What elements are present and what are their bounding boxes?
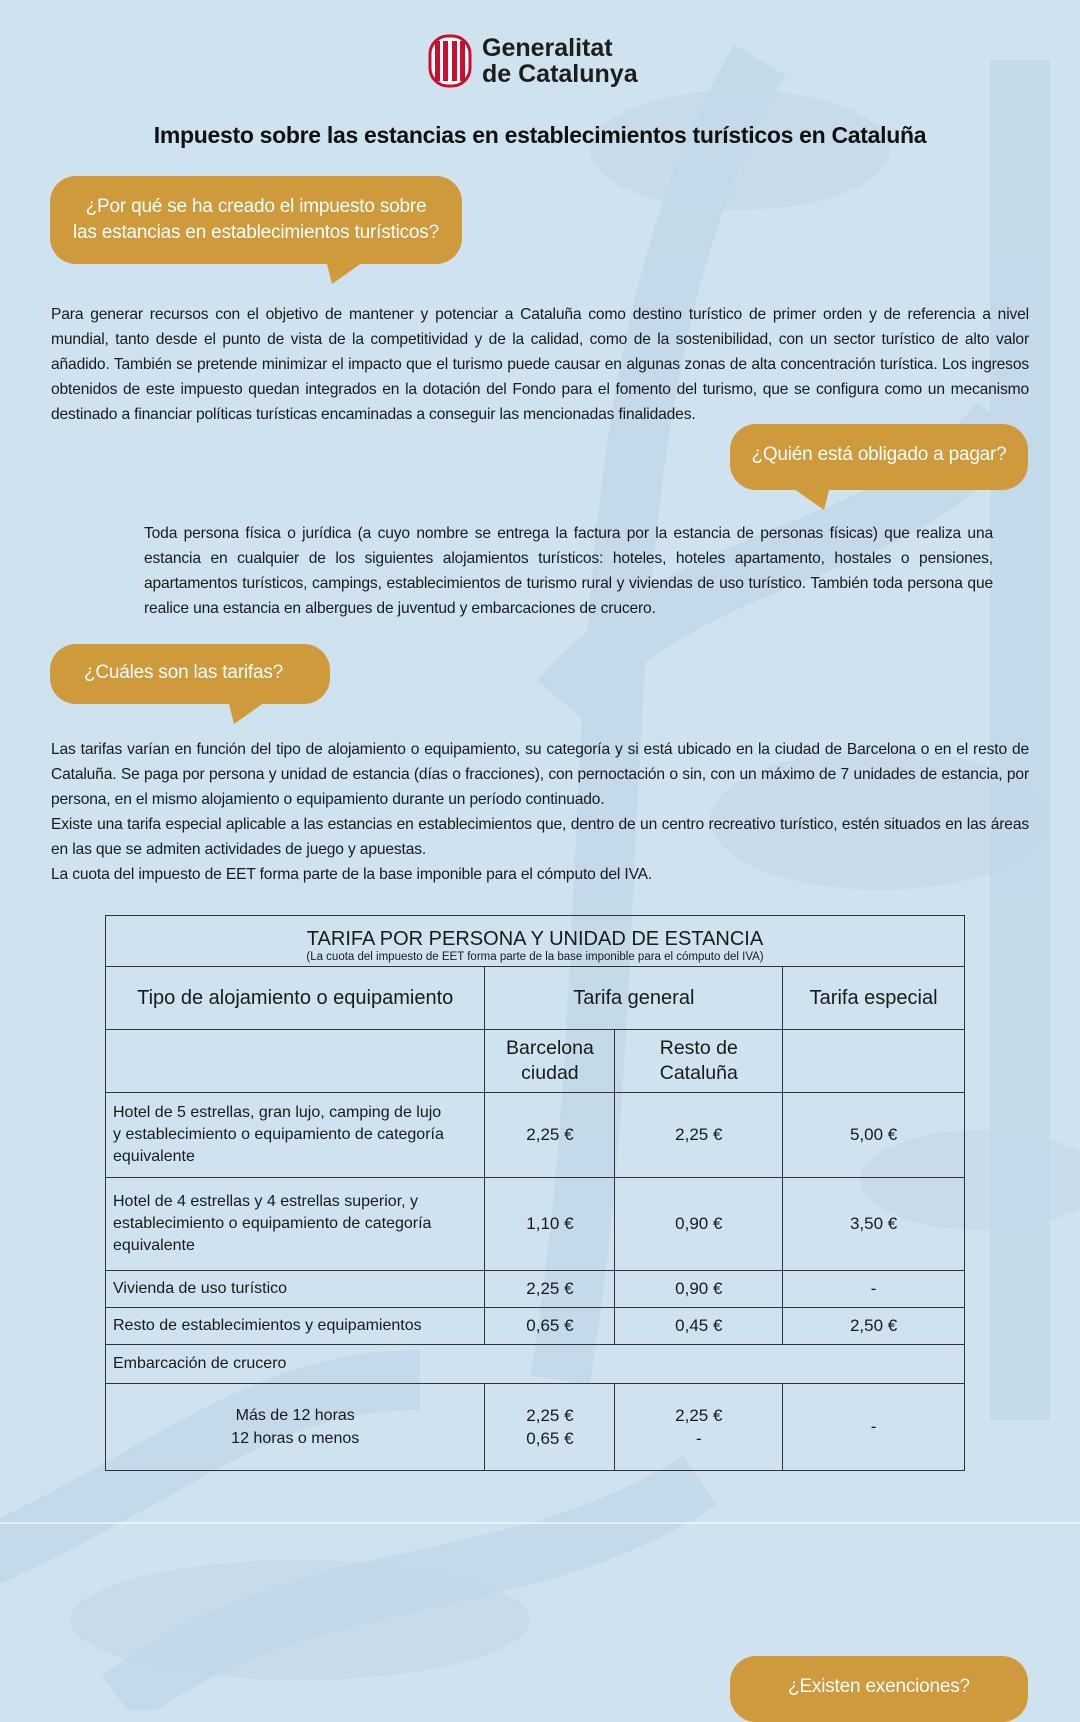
table-row-cruise-header xyxy=(106,1345,965,1384)
table-title-row xyxy=(106,916,965,967)
answer-who: Toda persona física o jurídica (a cuyo nombre se entrega la factura por la estancia de personas físicas) que realiza una estancia en cualquier de los siguientes alojamientos turísticos: hoteles, hoteles apartamento, hostales o pensiones, apartamentos turísticos, campings, establecimientos de turismo rural y viviendas de uso turístico. También toda persona que realice una estancia en albergues de juventud y embarcaciones de crucero. xyxy=(144,525,993,617)
rates-paragraph-3: La cuota del impuesto de EET forma parte de la base imponible para el cómputo del IVA. xyxy=(51,866,653,883)
row-label: Hotel de 5 estrellas, gran lujo, camping de lujo y establecimiento o equipamiento de categoría equivalente xyxy=(106,1093,485,1178)
question-bubble-why xyxy=(50,176,462,264)
cruise-durations: Más de 12 horas 12 horas o menos xyxy=(106,1384,485,1471)
question-why-line-2: las estancias en establecimientos turísticos? xyxy=(73,222,439,243)
table-row xyxy=(106,1271,965,1308)
table-title: TARIFA POR PERSONA Y UNIDAD DE ESTANCIA xyxy=(306,928,764,950)
cruise-rate-barcelona: 2,25 € 0,65 € xyxy=(485,1384,615,1471)
question-why-line-1: ¿Por qué se ha creado el impuesto sobre xyxy=(85,196,427,217)
rates-paragraph-2: Existe una tarifa especial aplicable a las estancias en establecimientos que, dentro de un centro recreativo turístico, estén situados en las áreas en las que se admiten actividades de juego y apuestas. xyxy=(51,816,1029,858)
answer-why: Para generar recursos con el objetivo de mantener y potenciar a Cataluña como destino turístico de primer orden y de referencia a nivel mundial, tanto desde el punto de vista de la competitividad y de la calidad, como de la sostenibilidad, con un sector turístico de alto valor añadido. También se pretende minimizar el impacto que el turismo puede causar en algunas zonas de alta concentración turística. Los ingresos obtenidos de este impuesto quedan integrados en la dotación del Fondo para el fomento del turismo, que se configura como un mecanismo destinado a financiar políticas turísticas encaminadas a conseguir las mencionadas finalidades. xyxy=(51,306,1029,423)
answer-rates xyxy=(51,737,1029,887)
rate-special: - xyxy=(783,1271,965,1308)
header-special: Tarifa especial xyxy=(783,967,965,1030)
rate-rest: 0,45 € xyxy=(615,1308,783,1345)
header-type: Tipo de alojamiento o equipamiento xyxy=(106,967,485,1030)
rate-barcelona: 2,25 € xyxy=(485,1093,615,1178)
question-bubble-rates xyxy=(50,644,330,704)
logo-line-1: Generalitat xyxy=(482,34,613,62)
question-who: ¿Quién está obligado a pagar? xyxy=(751,444,1007,465)
rate-barcelona: 2,25 € xyxy=(485,1271,615,1308)
rate-special: 2,50 € xyxy=(783,1308,965,1345)
question-bubble-who xyxy=(730,424,1028,490)
rate-rest: 0,90 € xyxy=(615,1271,783,1308)
table-subheader-row xyxy=(106,1030,965,1093)
cruise-label: Embarcación de crucero xyxy=(106,1345,965,1384)
subheader-barcelona: Barcelona ciudad xyxy=(485,1030,615,1093)
table-row-cruise xyxy=(106,1384,965,1471)
rate-barcelona: 0,65 € xyxy=(485,1308,615,1345)
table-row xyxy=(106,1308,965,1345)
cruise-rate-special: - xyxy=(783,1384,965,1471)
question-rates: ¿Cuáles son las tarifas? xyxy=(84,662,284,683)
rate-rest: 0,90 € xyxy=(615,1178,783,1271)
row-label: Hotel de 4 estrellas y 4 estrellas superior, y establecimiento o equipamiento de categoría equivalente xyxy=(106,1178,485,1271)
page-divider xyxy=(0,1522,1080,1524)
bubble-tail-icon xyxy=(326,260,366,286)
bubble-tail-icon xyxy=(228,700,268,726)
rate-barcelona: 1,10 € xyxy=(485,1178,615,1271)
document-title: Impuesto sobre las estancias en establecimientos turísticos en Cataluña xyxy=(153,122,927,148)
rate-rest: 2,25 € xyxy=(615,1093,783,1178)
catalan-flag-emblem-icon xyxy=(428,34,472,88)
rate-special: 5,00 € xyxy=(783,1093,965,1178)
logo-line-2: de Catalunya xyxy=(482,60,638,88)
bubble-tail-icon xyxy=(790,486,830,512)
table-subtitle: (La cuota del impuesto de EET forma parte de la base imponible para el cómputo del IVA) xyxy=(306,951,764,963)
header-general: Tarifa general xyxy=(485,967,783,1030)
table-header-row xyxy=(106,967,965,1030)
row-label: Vivienda de uso turístico xyxy=(106,1271,485,1308)
row-label: Resto de establecimientos y equipamientos xyxy=(106,1308,485,1345)
table-row xyxy=(106,1093,965,1178)
generalitat-logo xyxy=(428,34,638,88)
subheader-rest: Resto de Cataluña xyxy=(615,1030,783,1093)
cruise-rate-rest: 2,25 € - xyxy=(615,1384,783,1471)
question-exemptions: ¿Existen exenciones? xyxy=(788,1676,970,1697)
question-bubble-exemptions xyxy=(730,1656,1028,1722)
rates-paragraph-1: Las tarifas varían en función del tipo de alojamiento o equipamiento, su categoría y si está ubicado en la ciudad de Barcelona o en el resto de Cataluña. Se paga por persona y unidad de estancia (días o fracciones), con pernoctación o sin, con un máximo de 7 unidades de estancia, por persona, en el mismo alojamiento o equipamiento durante un período continuado. xyxy=(51,741,1029,808)
rate-special: 3,50 € xyxy=(783,1178,965,1271)
table-row xyxy=(106,1178,965,1271)
rates-table xyxy=(105,915,965,1471)
